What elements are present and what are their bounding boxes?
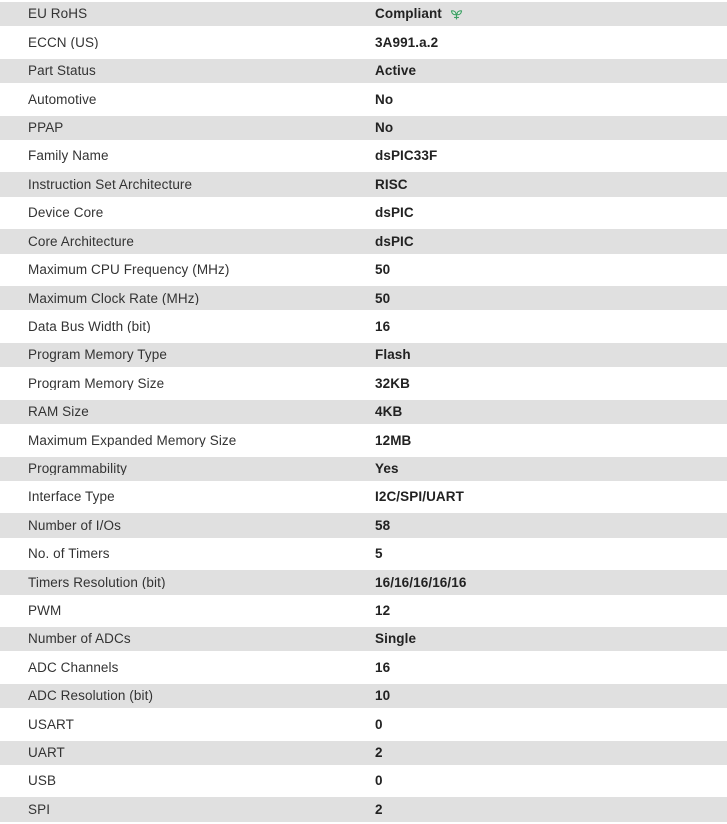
spec-label: PPAP [28, 121, 64, 135]
spec-value [375, 434, 727, 448]
spec-label: Program Memory Size [28, 376, 165, 391]
spec-value-text: Yes [375, 460, 399, 476]
spec-value [375, 519, 727, 533]
spec-row [0, 455, 727, 483]
spec-value [375, 689, 727, 703]
spec-value [375, 263, 727, 277]
spec-value-text: dsPIC [375, 205, 414, 221]
spec-value-text: 32KB [375, 375, 410, 391]
spec-label: ADC Resolution (bit) [28, 689, 154, 703]
spec-value-text: 50 [375, 262, 391, 278]
spec-label: Instruction Set Architecture [28, 177, 193, 192]
spec-label: USB [28, 774, 57, 788]
spec-label: Number of ADCs [28, 632, 131, 646]
spec-value [375, 121, 727, 135]
spec-value-text: 10 [375, 688, 391, 704]
spec-row [0, 28, 727, 56]
spec-value-text: 16 [375, 318, 391, 334]
spec-row [0, 199, 727, 227]
spec-row [0, 312, 727, 340]
spec-value [375, 661, 727, 675]
spec-label: Number of I/Os [28, 518, 121, 533]
spec-row [0, 142, 727, 170]
spec-row [0, 625, 727, 653]
spec-row [0, 483, 727, 511]
spec-value [375, 405, 727, 419]
spec-row [0, 767, 727, 795]
spec-value-text: 0 [375, 716, 383, 732]
spec-value-text: dsPIC [375, 233, 414, 249]
spec-value-text: 12MB [375, 432, 412, 448]
spec-value [375, 178, 727, 192]
spec-value-text: 12 [375, 602, 391, 618]
spec-label: Interface Type [28, 490, 115, 504]
spec-label: Maximum Expanded Memory Size [28, 433, 237, 448]
spec-value [375, 320, 727, 334]
spec-value [375, 547, 727, 561]
spec-value [375, 64, 727, 78]
spec-value [375, 93, 727, 107]
spec-label: SPI [28, 802, 51, 817]
spec-value [375, 235, 727, 249]
spec-value-text: Active [375, 63, 417, 79]
spec-value [375, 576, 727, 590]
spec-label: Family Name [28, 149, 109, 163]
spec-value [375, 292, 727, 306]
spec-value-text: 50 [375, 290, 391, 306]
spec-value-text: 3A991.a.2 [375, 34, 439, 50]
spec-row [0, 114, 727, 142]
spec-value [375, 206, 727, 220]
spec-value-text: 58 [375, 517, 391, 533]
spec-row [0, 284, 727, 312]
spec-value-text: Flash [375, 347, 411, 363]
spec-label: RAM Size [28, 405, 89, 419]
spec-label: ECCN (US) [28, 35, 99, 50]
spec-label: Programmability [28, 461, 128, 476]
spec-value-text: 0 [375, 773, 383, 789]
spec-value-text: No [375, 91, 394, 107]
spec-row [0, 653, 727, 681]
spec-label: Device Core [28, 206, 104, 220]
spec-row [0, 795, 727, 823]
spec-row [0, 369, 727, 397]
spec-label: Maximum Clock Rate (MHz) [28, 291, 200, 306]
spec-value [375, 774, 727, 788]
leaf-icon [449, 8, 464, 21]
spec-value [375, 604, 727, 618]
spec-label: USART [28, 717, 75, 732]
spec-label: No. of Timers [28, 547, 110, 561]
spec-row [0, 398, 727, 426]
spec-value [375, 718, 727, 732]
spec-row [0, 256, 727, 284]
spec-value-text: 16 [375, 659, 391, 675]
spec-label: Data Bus Width (bit) [28, 319, 151, 334]
spec-value [375, 36, 727, 50]
spec-label: Core Architecture [28, 234, 134, 249]
spec-value [375, 348, 727, 362]
spec-value [375, 803, 727, 817]
spec-row [0, 85, 727, 113]
spec-value-text: 16/16/16/16/16 [375, 574, 467, 590]
spec-value-text: No [375, 120, 394, 136]
spec-label: Program Memory Type [28, 348, 167, 362]
spec-row [0, 597, 727, 625]
spec-value-text: Single [375, 631, 417, 647]
spec-label: Automotive [28, 92, 97, 107]
spec-label: Part Status [28, 64, 96, 78]
spec-row [0, 341, 727, 369]
spec-value-text: dsPIC33F [375, 148, 438, 164]
spec-row [0, 710, 727, 738]
spec-label: EU RoHS [28, 7, 88, 21]
spec-value [375, 377, 727, 391]
spec-value-text: I2C/SPI/UART [375, 489, 464, 505]
spec-label: Timers Resolution (bit) [28, 575, 166, 590]
spec-row [0, 227, 727, 255]
spec-row [0, 540, 727, 568]
spec-value [375, 490, 727, 504]
spec-value [375, 7, 727, 21]
spec-value-text: 2 [375, 745, 383, 761]
spec-value [375, 746, 727, 760]
spec-label: Maximum CPU Frequency (MHz) [28, 263, 230, 277]
spec-row [0, 426, 727, 454]
spec-row [0, 682, 727, 710]
spec-row [0, 568, 727, 596]
spec-label: ADC Channels [28, 660, 119, 675]
spec-row [0, 170, 727, 198]
spec-row [0, 0, 727, 28]
spec-value [375, 632, 727, 646]
spec-row [0, 57, 727, 85]
spec-value-text: 5 [375, 546, 383, 562]
spec-value-text: Compliant [375, 6, 442, 22]
spec-value-text: RISC [375, 176, 408, 192]
spec-label: PWM [28, 603, 62, 618]
spec-value [375, 462, 727, 476]
spec-row [0, 739, 727, 767]
spec-value [375, 149, 727, 163]
spec-value-text: 2 [375, 801, 383, 817]
spec-value-text: 4KB [375, 404, 403, 420]
spec-row [0, 511, 727, 539]
spec-label: UART [28, 746, 65, 760]
